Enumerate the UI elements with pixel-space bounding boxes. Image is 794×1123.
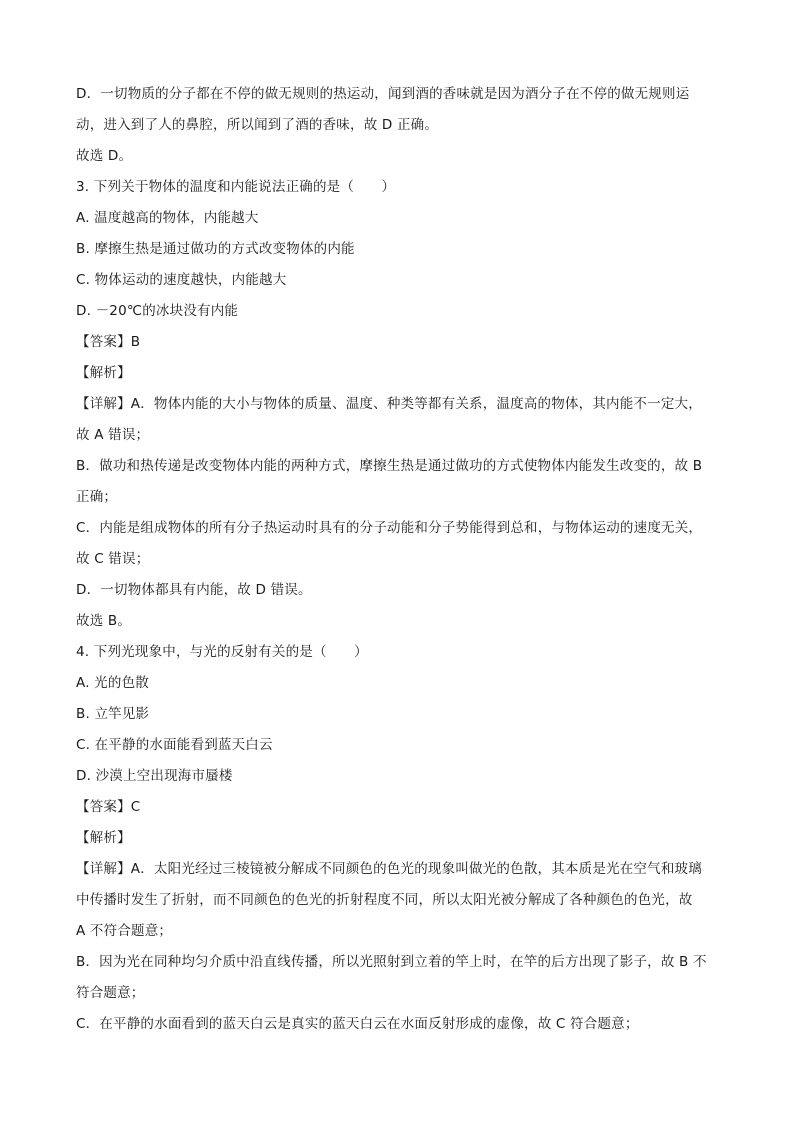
text-line: D．一切物体都具有内能，故 D 错误。 <box>76 582 312 598</box>
question-3-option-b: B. 摩擦生热是通过做功的方式改变物体的内能 <box>76 241 355 257</box>
text-line: 故选 B。 <box>76 613 132 629</box>
text-line: 【详解】A．物体内能的大小与物体的质量、温度、种类等都有关系，温度高的物体，其内能不一定大， <box>76 396 702 412</box>
text-line: 动，进入到了人的鼻腔，所以闻到了酒的香味，故 D 正确。 <box>76 117 439 133</box>
text-line: 故 A 错误； <box>76 427 150 443</box>
question-4-analysis-heading: 【解析】 <box>76 830 131 846</box>
question-4-answer: 【答案】C <box>76 799 141 815</box>
question-4-option-b: B. 立竿见影 <box>76 706 150 722</box>
text-line: A 不符合题意； <box>76 923 173 939</box>
text-line: B．因为光在同种均匀介质中沿直线传播，所以光照射到立着的竿上时，在竿的后方出现了影子，故 B 不 <box>76 954 707 970</box>
question-3-answer: 【答案】B <box>76 334 141 350</box>
question-4-option-a: A. 光的色散 <box>76 675 149 691</box>
text-line: D．一切物质的分子都在不停的做无规则的热运动，闻到酒的香味就是因为酒分子在不停的做无规则运 <box>76 86 690 102</box>
question-4-option-d: D. 沙漠上空出现海市蜃楼 <box>76 768 233 784</box>
question-3-option-a: A. 温度越高的物体，内能越大 <box>76 210 259 226</box>
question-3-stem: 3. 下列关于物体的温度和内能说法正确的是（ ） <box>76 179 396 195</box>
text-line: 符合题意； <box>76 985 145 1001</box>
text-line: 正确； <box>76 489 118 505</box>
text-line: C．内能是组成物体的所有分子热运动时具有的分子动能和分子势能得到总和，与物体运动的速度无关， <box>76 520 703 536</box>
text-line: 【详解】A．太阳光经过三棱镜被分解成不同颜色的色光的现象叫做光的色散，其本质是光在空气和玻璃 <box>76 861 702 877</box>
text-line: 故 C 错误； <box>76 551 150 567</box>
question-4-stem: 4. 下列光现象中，与光的反射有关的是（ ） <box>76 644 368 660</box>
text-line: 中传播时发生了折射，而不同颜色的色光的折射程度不同，所以太阳光被分解成了各种颜色的色光，故 <box>76 892 693 908</box>
question-3-analysis-heading: 【解析】 <box>76 365 131 381</box>
text-line: C．在平静的水面看到的蓝天白云是真实的蓝天白云在水面反射形成的虚像，故 C 符合题意； <box>76 1016 639 1032</box>
question-3-option-d: D. －20℃的冰块没有内能 <box>76 303 239 319</box>
question-4-option-c: C. 在平静的水面能看到蓝天白云 <box>76 737 273 753</box>
question-3-option-c: C. 物体运动的速度越快，内能越大 <box>76 272 287 288</box>
text-line: B．做功和热传递是改变物体内能的两种方式，摩擦生热是通过做功的方式使物体内能发生改变的，故 B <box>76 458 703 474</box>
text-line: 故选 D。 <box>76 148 133 164</box>
